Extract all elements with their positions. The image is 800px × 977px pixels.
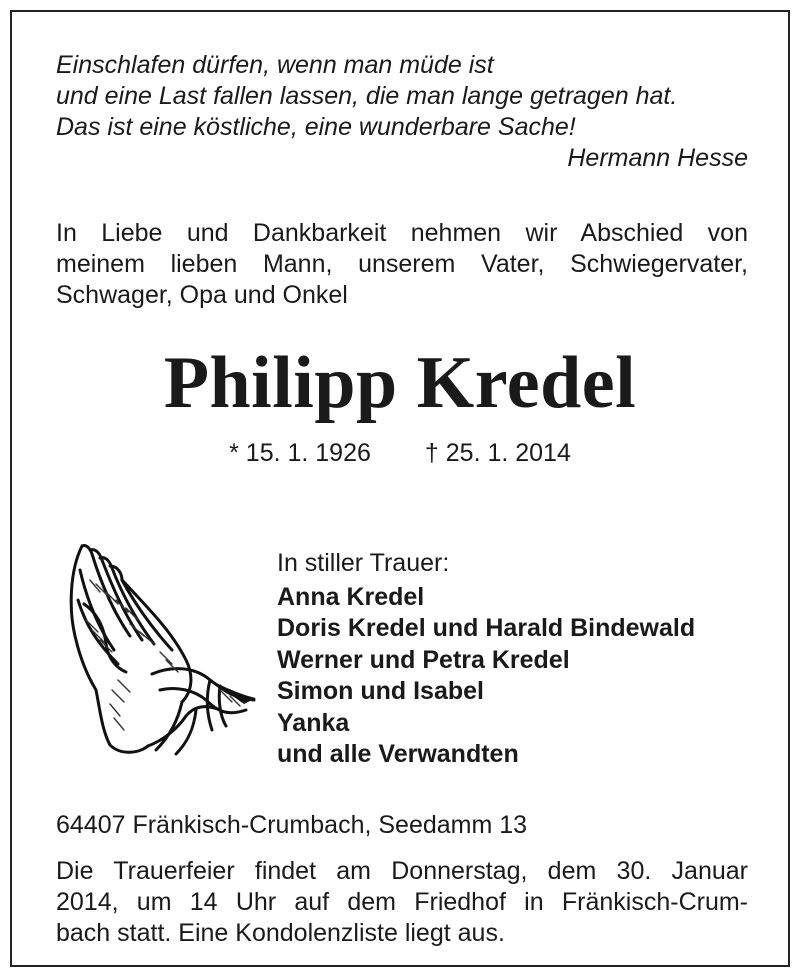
mourner-name: Anna Kredel <box>277 583 425 611</box>
birth-date: * 15. 1. 1926 <box>229 439 371 467</box>
quote-line: und eine Last fallen lassen, die man lange getragen hat. <box>56 82 678 110</box>
quote-line: Einschlafen dürfen, wenn man müde ist <box>56 51 494 79</box>
service-line: bach statt. Eine Kondolenzliste liegt aus. <box>56 919 505 947</box>
mourners-block <box>277 546 757 770</box>
service-line: 2014, um 14 Uhr auf dem Friedhof in Fränkisch-Crum- <box>56 888 748 916</box>
intro-line: Schwager, Opa und Onkel <box>56 281 348 309</box>
mourner-name: Simon und Isabel <box>277 677 484 706</box>
intro-line: meinem lieben Mann, unserem Vater, Schwiegervater, <box>56 250 748 278</box>
praying-hands-icon <box>60 540 260 760</box>
mourner-name: Werner und Petra Kredel <box>277 645 570 674</box>
quote-block <box>56 50 748 174</box>
funeral-service-info <box>56 856 748 949</box>
mourner-name: und alle Verwandten <box>277 740 519 769</box>
life-dates <box>12 438 788 468</box>
death-date: † 25. 1. 2014 <box>424 439 571 467</box>
mourners-list <box>277 582 757 770</box>
deceased-name: Philipp Kredel <box>163 342 637 424</box>
service-line: Die Trauerfeier findet am Donnerstag, dem 30. Januar <box>56 857 748 885</box>
mourners-label: In stiller Trauer: <box>277 549 450 577</box>
quote-author: Hermann Hesse <box>567 144 748 172</box>
intro-line: In Liebe und Dankbarkeit nehmen wir Abschied von <box>56 219 748 247</box>
intro-text <box>56 218 748 311</box>
mourner-name: Doris Kredel und Harald Bindewald <box>277 614 696 643</box>
family-address: 64407 Fränkisch-Crumbach, Seedamm 13 <box>56 811 528 839</box>
quote-line: Das ist eine köstliche, eine wunderbare Sache! <box>56 113 576 141</box>
obituary-notice <box>10 10 790 967</box>
mourner-name: Yanka <box>277 708 350 737</box>
